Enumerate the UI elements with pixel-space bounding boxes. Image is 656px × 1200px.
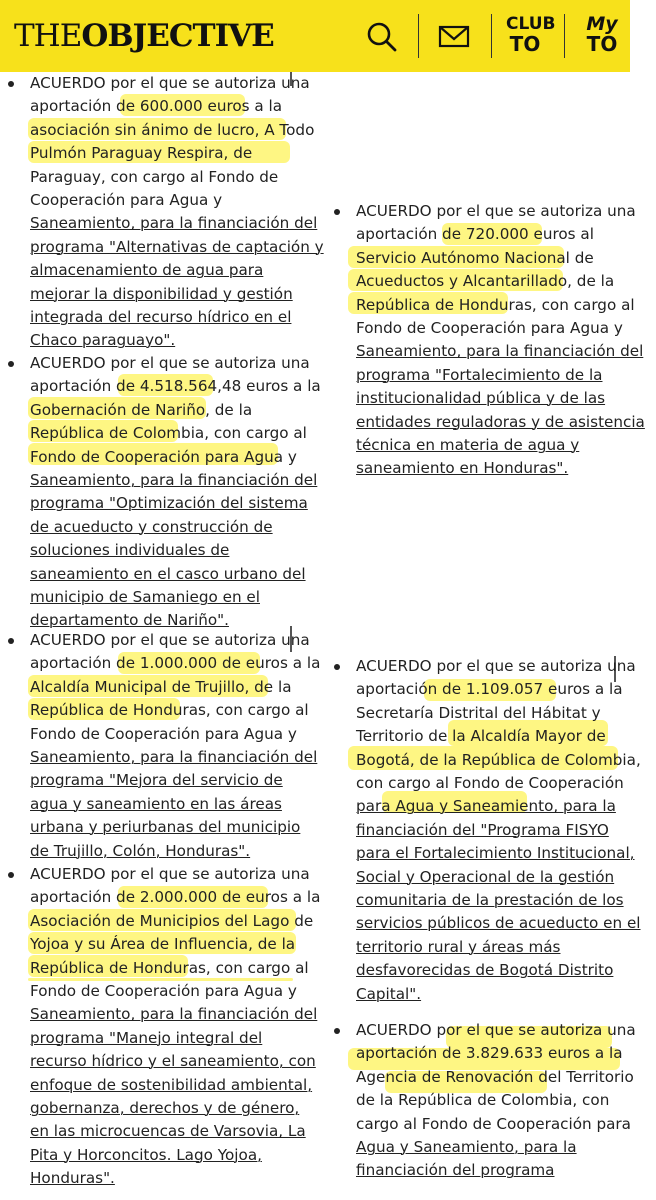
site-header: [0, 0, 630, 72]
search-icon[interactable]: [362, 14, 402, 58]
myto-line2: TO: [586, 32, 618, 56]
right-column-lower: [330, 620, 641, 1180]
agreement-item: [4, 72, 330, 353]
club-line1: CLUB: [506, 14, 556, 34]
mail-icon[interactable]: [436, 14, 472, 58]
agreement-text: ACUERDO por el que se autoriza una aportación de 2.000.000 de euros a la Asociación de Municipios del Lago de Yojoa y su Área de Influencia, de la República de Honduras, con cargo al Fondo de Cooperación para Agua y Saneamiento, para la financiación del programa "Manejo integral del recurso hídrico y el saneamiento, con enfoque de sostenibilidad ambiental, gobernanza, derechos y de género, en las microcuencas de Varsovia, La Pita y Horconcitos. Lago Yojoa, Honduras".: [30, 865, 321, 1188]
agreement-item: [330, 1019, 656, 1183]
header-divider: [418, 14, 419, 58]
agreement-text: ACUERDO por el que se autoriza una aportación de 720.000 euros al Servicio Autónomo Nacional de Acueductos y Alcantarillado, de la República de Honduras, con cargo al Fondo de Cooperación para Agua y Saneamiento, para la financiación del programa "Fortalecimiento de la institucionalidad pública y de las entidades reguladoras y de asistencia técnica en materia de agua y saneamiento en Honduras".: [356, 202, 645, 478]
agreement-item: [4, 629, 330, 863]
logo-objective: OBJECTIVE: [81, 18, 274, 54]
site-logo[interactable]: [14, 18, 274, 54]
agreement-item: [330, 655, 656, 1006]
agreement-text: ACUERDO por el que se autoriza una aportación de 3.829.633 euros a la Agencia de Renovación del Territorio de la República de Colombia, con cargo al Fondo de Cooperación para Agua y Saneamiento, para la financiación del programa: [356, 1021, 636, 1180]
my-to-button[interactable]: [582, 14, 622, 54]
agreement-item: [330, 200, 656, 481]
agreement-item: [4, 352, 330, 633]
header-divider: [491, 14, 492, 58]
logo-the: THE: [14, 18, 82, 54]
club-line2: TO: [509, 32, 541, 56]
club-to-button[interactable]: [506, 14, 556, 56]
agreement-text: ACUERDO por el que se autoriza una aportación de 1.109.057 euros a la Secretaría Distrital del Hábitat y Territorio de la Alcaldía Mayor de Bogotá, de la República de Colombia, con cargo al Fondo de Cooperación para Agua y Saneamiento, para la financiación del "Programa FISYO para el Fortalecimiento Institucional, Social y Operacional de la gestión comunitaria de la prestación de los servicios públicos de acueducto en el territorio rural y áreas más desfavorecidas de Bogotá Distrito Capital".: [356, 657, 641, 1003]
agreement-text: ACUERDO por el que se autoriza una aportación de 4.518.564,48 euros a la Gobernación de Nariño, de la República de Colombia, con cargo al Fondo de Cooperación para Agua y Saneamiento, para la financiación del programa "Optimización del sistema de acueducto y construcción de soluciones individuales de saneamiento en el casco urbano del municipio de Samaniego en el departamento de Nariño".: [30, 354, 321, 630]
agreement-text: ACUERDO por el que se autoriza una aportación de 1.000.000 de euros a la Alcaldía Municipal de Trujillo, de la República de Honduras, con cargo al Fondo de Cooperación para Agua y Saneamiento, para la financiación del programa "Mejora del servicio de agua y saneamiento en las áreas urbana y periurbanas del municipio de Trujillo, Colón, Honduras".: [30, 631, 321, 860]
header-divider: [564, 14, 565, 58]
myto-line1: My: [586, 13, 618, 35]
agreement-item: [4, 863, 330, 1191]
agreement-text: ACUERDO por el que se autoriza una aportación de 600.000 euros a la asociación sin ánimo de lucro, A Todo Pulmón Paraguay Respira, de Paraguay, con cargo al Fondo de Cooperación para Agua y Saneamiento, para la financiación del programa "Alternativas de captación y almacenamiento de agua para mejorar la disponibilidad y gestión integrada del recurso hídrico en el Chaco paraguayo".: [30, 74, 324, 350]
